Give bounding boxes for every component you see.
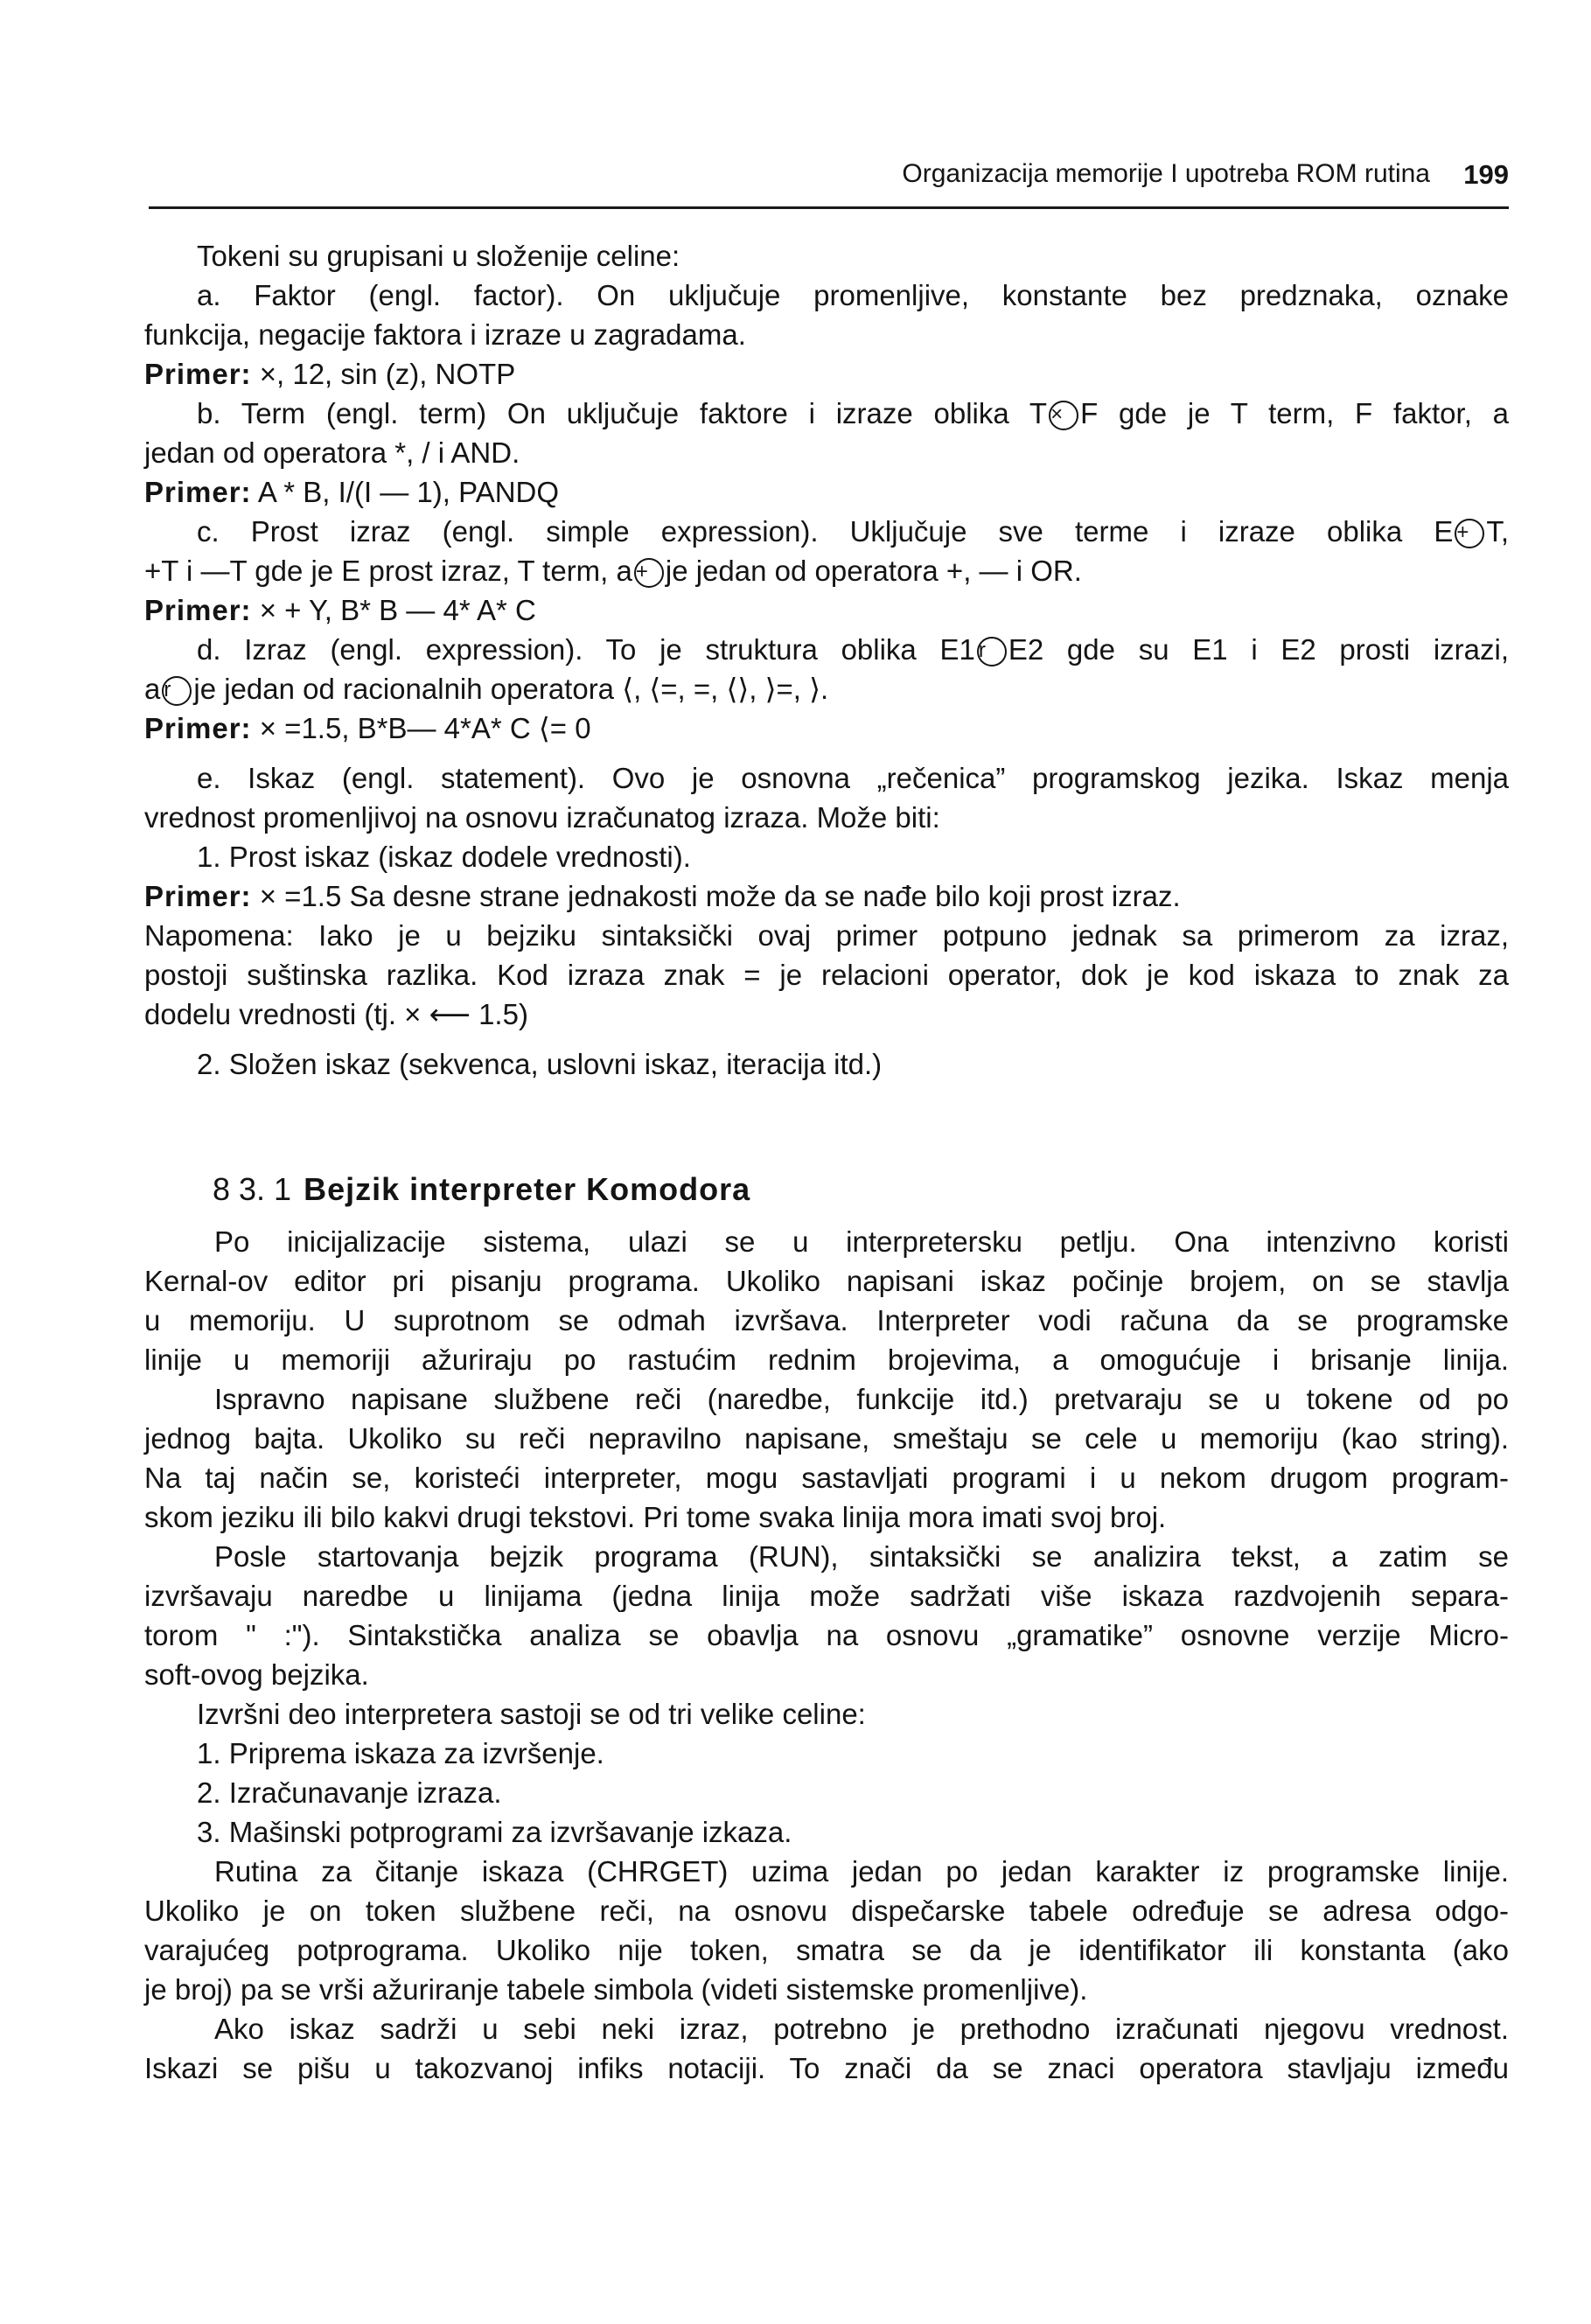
item-b-example (144, 472, 1509, 512)
note-line-2: postoji suštinska razlika. Kod izraza znak = je relacioni operator, dok je kod iskaza to znak za (144, 959, 1509, 991)
item-c-text-c: +T i —T gde je E prost izraz, T term, a (144, 555, 632, 587)
item-e-line-4: 2. Složen iskaz (sekvenca, uslovni iskaz, iteracija itd.) (197, 1048, 883, 1080)
intro-line: Tokeni su grupisani u složenije celine: (197, 240, 680, 272)
item-a-example (144, 354, 1509, 394)
circled-plus-icon: + (1455, 519, 1484, 548)
item-e-line-2: vrednost promenljivoj na osnovu izračunatog izraza. Može biti: (144, 801, 940, 834)
section-number: 8 3. 1 (213, 1171, 292, 1207)
example-label: Primer: (144, 476, 252, 508)
item-a-line-1: a. Faktor (engl. factor). On uključuje promenljive, konstante bez predznaka, oznake (197, 279, 1509, 311)
item-c-example (144, 590, 1509, 630)
body-line: Iskazi se pišu u takozvanoj infiks notaciji. To znači da se znaci operatora stavljaju između (144, 2052, 1509, 2084)
example-text: × =1.5 Sa desne strane jednakosti može da se nađe bilo koji prost izraz. (251, 880, 1181, 912)
body-line: Posle startovanja bejzik programa (RUN), sintaksički se analizira tekst, a zatim se (214, 1540, 1509, 1573)
body-line: u memoriju. U suprotnom se odmah izvršava. Interpreter vodi računa da se programske (144, 1304, 1509, 1336)
example-text: A * B, I/(I — 1), PANDQ (251, 476, 560, 508)
body-line: varajućeg potprograma. Ukoliko nije token, smatra se da je identifikator ili konstanta (ako (144, 1934, 1509, 1966)
item-d-line-1 (144, 630, 1509, 669)
running-header-title: Organizacija memorije I upotreba ROM rutina (902, 159, 1430, 188)
section-heading (144, 1168, 1509, 1211)
page-content (144, 236, 1509, 2088)
body-line: je broj) pa se vrši ažuriranje tabele simbola (videti sistemske promenljive). (144, 1973, 1088, 2006)
item-d-text-a: d. Izraz (engl. expression). To je struktura oblika E1 (197, 633, 975, 666)
body-line: Kernal-ov editor pri pisanju programa. Ukoliko napisani iskaz počinje brojem, on se stavlja (144, 1265, 1509, 1297)
body-line: Ukoliko je on token službene reči, na osnovu dispečarske tabele određuje se adresa odgo- (144, 1895, 1509, 1927)
item-c-text-a: c. Prost izraz (engl. simple expression). Uključuje sve terme i izraze oblika E (197, 515, 1454, 548)
item-e-line-1: e. Iskaz (engl. statement). Ovo je osnovna „rečenica” programskog jezika. Iskaz menja (197, 762, 1509, 794)
item-d-line-2 (144, 669, 1509, 708)
body-line: 1. Priprema iskaza za izvršenje. (197, 1737, 604, 1769)
body-line: Po inicijalizacije sistema, ulazi se u interpretersku petlju. Ona intenzivno koristi (214, 1225, 1509, 1258)
body-line: 3. Mašinski potprogrami za izvršavanje izkaza. (197, 1816, 792, 1848)
body-line: soft-ovog bejzika. (144, 1658, 369, 1691)
page-header (149, 159, 1509, 194)
item-b-text-b: F gde je T term, F faktor, a (1080, 397, 1510, 429)
example-text: ×, 12, sin (z), NOTP (251, 358, 516, 390)
circled-r-icon: r (977, 637, 1007, 666)
example-label: Primer: (144, 880, 252, 912)
item-a-line-2: funkcija, negacije faktora i izraze u zagradama. (144, 318, 746, 351)
item-d-example (144, 708, 1509, 748)
item-b-line-1 (144, 394, 1509, 433)
item-e-line-3: 1. Prost iskaz (iskaz dodele vrednosti). (197, 841, 691, 873)
item-c-text-d: je jedan od operatora +, — i OR. (665, 555, 1082, 587)
body-line: 2. Izračunavanje izraza. (197, 1776, 502, 1809)
item-c-text-b: T, (1486, 515, 1509, 548)
body-line: jednog bajta. Ukoliko su reči nepravilno napisane, smeštaju se cele u memoriju (kao string). (144, 1422, 1509, 1455)
item-b-line-2: jedan od operatora *, / i AND. (144, 436, 520, 469)
example-text: × + Y, B* B — 4* A* C (251, 594, 536, 626)
note-line-1: Napomena: Iako je u bejziku sintaksički ovaj primer potpuno jednak sa primerom za izraz, (144, 919, 1509, 952)
section-title: Bejzik interpreter Komodora (304, 1171, 751, 1207)
header-rule (149, 206, 1509, 209)
body-line: torom " :"). Sintakstička analiza se obavlja na osnovu „gramatike” osnovne verzije Micro- (144, 1619, 1509, 1651)
item-d-text-c: a (144, 673, 161, 705)
body-line: Rutina za čitanje iskaza (CHRGET) uzima jedan po jedan karakter iz programske linije. (214, 1855, 1509, 1888)
body-line: linije u memoriji ažuriraju po rastućim rednim brojevima, a omogućuje i brisanje linija. (144, 1343, 1509, 1376)
item-d-text-d: je jedan od racionalnih operatora ⟨, ⟨=, =, ⟨⟩, ⟩=, ⟩. (193, 673, 829, 705)
circled-times-icon: × (1049, 401, 1078, 430)
example-label: Primer: (144, 594, 252, 626)
example-text: × =1.5, B*B— 4*A* C ⟨= 0 (251, 712, 591, 744)
item-c-line-1 (144, 512, 1509, 551)
note-line-3: dodelu vrednosti (tj. × ⟵ 1.5) (144, 998, 528, 1030)
item-c-line-2 (144, 551, 1509, 590)
circled-r-icon: r (162, 676, 192, 706)
body-line: izvršavaju naredbe u linijama (jedna linija može sadržati više iskaza razdvojenih separa- (144, 1580, 1509, 1612)
body-line: skom jeziku ili bilo kakvi drugi tekstovi. Pri tome svaka linija mora imati svoj broj. (144, 1501, 1167, 1533)
body-line: Izvršni deo interpretera sastoji se od tri velike celine: (197, 1698, 866, 1730)
circled-plus-icon: + (634, 558, 664, 588)
item-d-text-b: E2 gde su E1 i E2 prosti izrazi, (1008, 633, 1509, 666)
body-line: Ispravno napisane službene reči (naredbe, funkcije itd.) pretvaraju se u tokene od po (214, 1383, 1509, 1415)
example-label: Primer: (144, 712, 252, 744)
body-line: Ako iskaz sadrži u sebi neki izraz, potrebno je prethodno izračunati njegovu vrednost. (214, 2013, 1509, 2045)
example-label: Primer: (144, 358, 252, 390)
page-number: 199 (1463, 159, 1509, 190)
item-b-text-a: b. Term (engl. term) On uključuje faktore i izraze oblika T (197, 397, 1048, 429)
item-e-example (144, 876, 1509, 916)
body-line: Na taj način se, koristeći interpreter, mogu sastavljati programi i u nekom drugom program- (144, 1462, 1509, 1494)
